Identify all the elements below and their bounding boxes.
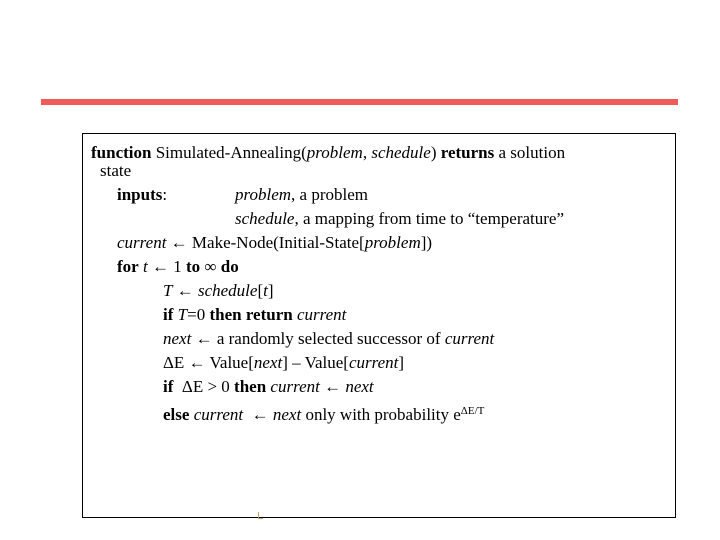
bracket-close: ] bbox=[398, 353, 405, 372]
algo-line-signature bbox=[91, 143, 565, 163]
return-desc-cont: state bbox=[100, 161, 132, 180]
var-current: current bbox=[348, 353, 399, 372]
make-node-call: ← Make-Node(Initial-State[ bbox=[166, 233, 365, 252]
algo-line-for-loop bbox=[117, 257, 239, 277]
arg-separator: , bbox=[362, 143, 372, 162]
var-T: T bbox=[173, 305, 188, 324]
keyword-to: to bbox=[185, 257, 201, 276]
arg-t: t bbox=[263, 281, 268, 300]
assign-start: ← 1 bbox=[147, 257, 186, 276]
call-close: ]) bbox=[420, 233, 433, 252]
assign-arrow: ← bbox=[172, 281, 198, 300]
probability-desc: only with probability bbox=[301, 405, 454, 424]
keyword-inputs: inputs bbox=[117, 185, 163, 204]
infinity-symbol: ∞ bbox=[200, 257, 221, 276]
algo-line-if-zero bbox=[163, 305, 346, 325]
var-current: current bbox=[189, 405, 244, 424]
fn-schedule: schedule bbox=[197, 281, 258, 300]
exp-base: e bbox=[453, 405, 461, 424]
keyword-then-return: then return bbox=[209, 305, 293, 324]
var-current: current bbox=[117, 233, 167, 252]
var-next: next bbox=[163, 329, 192, 348]
algo-line-inputs-label bbox=[117, 185, 167, 205]
keyword-if: if bbox=[163, 305, 174, 324]
arg-problem: problem bbox=[306, 143, 363, 162]
condition-positive: ΔE > 0 bbox=[173, 377, 235, 396]
keyword-function: function bbox=[91, 143, 152, 162]
var-t: t bbox=[138, 257, 148, 276]
keyword-returns: returns bbox=[440, 143, 495, 162]
var-next: next bbox=[253, 353, 283, 372]
var-T: T bbox=[163, 281, 173, 300]
var-current: current bbox=[266, 377, 320, 396]
keyword-for: for bbox=[117, 257, 139, 276]
algo-line-signature-cont bbox=[100, 161, 131, 181]
title-accent-bar bbox=[41, 99, 678, 105]
assign-arrow: ← bbox=[243, 405, 273, 424]
var-next: next bbox=[345, 377, 374, 396]
bracket-close: ] bbox=[267, 281, 274, 300]
input-schedule-name: schedule bbox=[235, 209, 295, 228]
algo-line-delta-e bbox=[163, 353, 404, 373]
keyword-do: do bbox=[220, 257, 239, 276]
algo-line-input-problem bbox=[235, 185, 368, 205]
keyword-else: else bbox=[163, 405, 190, 424]
value-minus: ] – Value[ bbox=[282, 353, 349, 372]
arg-problem: problem bbox=[364, 233, 421, 252]
exp-power: ΔE/T bbox=[460, 405, 485, 417]
algo-line-current-init bbox=[117, 233, 432, 253]
keyword-then: then bbox=[234, 377, 267, 396]
input-schedule-desc: , a mapping from time to “temperature” bbox=[294, 209, 565, 228]
condition-zero: =0 bbox=[187, 305, 210, 324]
var-current: current bbox=[444, 329, 495, 348]
input-problem-desc: , a problem bbox=[291, 185, 368, 204]
stray-mark bbox=[258, 512, 263, 519]
arg-schedule: schedule bbox=[371, 143, 431, 162]
algo-line-else bbox=[163, 401, 484, 425]
algo-line-input-schedule bbox=[235, 209, 564, 229]
var-current: current bbox=[292, 305, 347, 324]
signature-close: ) bbox=[430, 143, 441, 162]
algo-line-if-positive bbox=[163, 377, 374, 397]
inputs-colon: : bbox=[162, 185, 168, 204]
bracket-open: [ bbox=[257, 281, 264, 300]
assign-arrow: ← bbox=[319, 377, 346, 396]
algo-line-next bbox=[163, 329, 494, 349]
successor-desc: ← a randomly selected successor of bbox=[191, 329, 445, 348]
input-problem-name: problem bbox=[235, 185, 292, 204]
return-desc: a solution bbox=[494, 143, 566, 162]
keyword-if: if bbox=[163, 377, 174, 396]
algo-line-temperature bbox=[163, 281, 274, 301]
algorithm-box bbox=[82, 133, 676, 518]
function-name: Simulated-Annealing( bbox=[155, 143, 307, 162]
delta-e-assign: ΔE ← Value[ bbox=[163, 353, 254, 372]
var-next: next bbox=[272, 405, 302, 424]
